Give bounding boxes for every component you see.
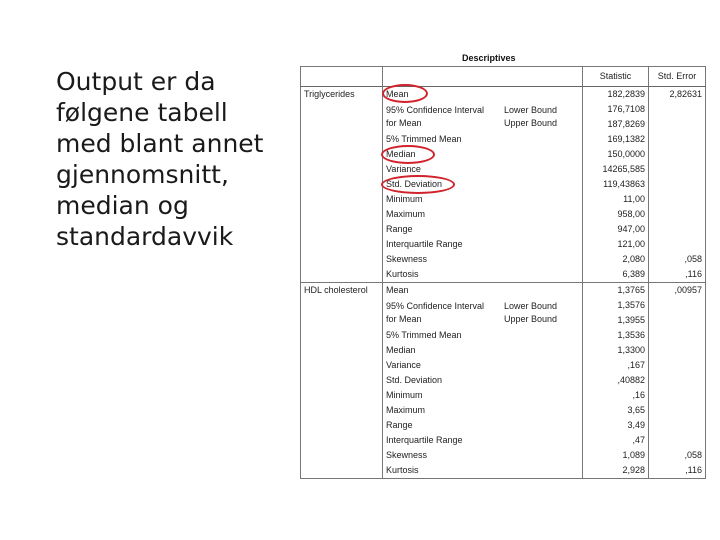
std-error-value (649, 418, 706, 433)
table-row (301, 463, 706, 479)
bound-label (501, 328, 583, 343)
bound-label (501, 207, 583, 222)
std-error-value (649, 117, 706, 132)
bound-label (501, 418, 583, 433)
statistic-label: Median (386, 149, 416, 159)
bound-label (501, 283, 583, 299)
table-row (301, 237, 706, 252)
bound-label: Upper Bound (504, 118, 558, 128)
bound-label (501, 343, 583, 358)
bound-label (501, 373, 583, 388)
std-error-value (649, 237, 706, 252)
slide-text-line: med blant annet (56, 129, 264, 158)
statistic-value: 150,0000 (583, 147, 649, 162)
variable-empty-cell (301, 252, 383, 267)
statistic-value: 169,1382 (583, 132, 649, 147)
statistic-value: 1,3955 (583, 313, 649, 328)
bound-label: Lower Bound (504, 105, 558, 115)
std-error-value: ,116 (649, 463, 706, 479)
statistic-value: ,167 (583, 358, 649, 373)
statistic-label: for Mean (386, 118, 422, 128)
variable-empty-cell (301, 132, 383, 147)
table-row (301, 267, 706, 283)
table-row (301, 177, 706, 192)
bound-label (501, 222, 583, 237)
statistic-value: 2,080 (583, 252, 649, 267)
bound-label (501, 267, 583, 283)
statistic-value: 1,3300 (583, 343, 649, 358)
statistic-value: 187,8269 (583, 117, 649, 132)
table-row (301, 162, 706, 177)
std-error-value (649, 207, 706, 222)
bound-label: Lower Bound (504, 301, 558, 311)
variable-empty-cell (301, 313, 383, 328)
table-row (301, 433, 706, 448)
variable-empty-cell (301, 267, 383, 283)
table-row (301, 403, 706, 418)
bound-label (501, 237, 583, 252)
table-row (301, 373, 706, 388)
std-error-value: 2,82631 (649, 87, 706, 103)
statistic-value: 958,00 (583, 207, 649, 222)
statistic-value: 947,00 (583, 222, 649, 237)
slide-text-line: standardavvik (56, 222, 234, 251)
statistic-label: Minimum (386, 390, 423, 400)
table-row (301, 207, 706, 222)
slide-text-line: Output er da (56, 67, 216, 96)
std-error-value: ,058 (649, 252, 706, 267)
std-error-value (649, 222, 706, 237)
statistic-label: Minimum (386, 194, 423, 204)
table-row (301, 117, 706, 132)
header-empty-cell (301, 67, 383, 87)
std-error-value (649, 177, 706, 192)
bound-label (501, 448, 583, 463)
variable-empty-cell (301, 403, 383, 418)
variable-empty-cell (301, 343, 383, 358)
variable-empty-cell (301, 207, 383, 222)
statistic-value: 121,00 (583, 237, 649, 252)
statistic-label: Range (386, 420, 413, 430)
std-error-value (649, 403, 706, 418)
statistic-value: 2,928 (583, 463, 649, 479)
table-row (301, 358, 706, 373)
bound-label (501, 147, 583, 162)
std-error-value: ,116 (649, 267, 706, 283)
slide-text-line: gjennomsnitt, (56, 160, 229, 189)
slide-text-line: median og (56, 191, 189, 220)
variable-empty-cell (301, 418, 383, 433)
table-row (301, 87, 706, 103)
statistic-value: 1,3536 (583, 328, 649, 343)
table-row (301, 252, 706, 267)
statistic-value: ,40882 (583, 373, 649, 388)
header-statistic: Statistic (583, 67, 649, 87)
statistic-label: Mean (383, 283, 502, 299)
statistic-value: 182,2839 (583, 87, 649, 103)
std-error-value (649, 358, 706, 373)
statistic-label: Maximum (386, 209, 426, 219)
statistic-value: 176,7108 (583, 102, 649, 117)
variable-empty-cell (301, 388, 383, 403)
variable-empty-cell (301, 147, 383, 162)
statistic-value: 3,49 (583, 418, 649, 433)
table-row (301, 313, 706, 328)
table-row (301, 192, 706, 207)
table-row (301, 343, 706, 358)
variable-name: Triglycerides (301, 87, 383, 103)
bound-label (501, 132, 583, 147)
table-row (301, 222, 706, 237)
std-error-value (649, 147, 706, 162)
bound-label (501, 162, 583, 177)
variable-empty-cell (301, 102, 383, 117)
table-row (301, 298, 706, 313)
bound-label (501, 177, 583, 192)
statistic-label: Skewness (386, 450, 428, 460)
slide-text-line: følgene tabell (56, 98, 228, 127)
variable-empty-cell (301, 222, 383, 237)
table-header-row (301, 67, 706, 87)
table-row (301, 418, 706, 433)
statistic-label: Interquartile Range (386, 435, 463, 445)
statistic-value: 11,00 (583, 192, 649, 207)
bound-label (501, 403, 583, 418)
statistic-label: Std. Deviation (386, 179, 443, 189)
std-error-value (649, 328, 706, 343)
statistic-label: Mean (383, 87, 502, 103)
bound-label (501, 192, 583, 207)
bound-label (501, 433, 583, 448)
statistic-value: 1,089 (583, 448, 649, 463)
statistic-value: 14265,585 (583, 162, 649, 177)
std-error-value (649, 192, 706, 207)
statistic-label: Std. Deviation (386, 375, 443, 385)
header-empty-cell (501, 67, 583, 87)
bound-label (501, 358, 583, 373)
std-error-value (649, 132, 706, 147)
bound-label (501, 252, 583, 267)
statistic-label: Kurtosis (386, 465, 419, 475)
variable-empty-cell (301, 117, 383, 132)
table-title: Descriptives (462, 53, 516, 63)
slide-body-text (56, 66, 296, 252)
std-error-value (649, 433, 706, 448)
table-row (301, 448, 706, 463)
variable-empty-cell (301, 328, 383, 343)
statistic-value: 1,3576 (583, 298, 649, 313)
statistic-label: 5% Trimmed Mean (386, 134, 462, 144)
table-row (301, 147, 706, 162)
statistic-label: Interquartile Range (386, 239, 463, 249)
bound-label (501, 388, 583, 403)
table-row (301, 132, 706, 147)
bound-label: Upper Bound (504, 314, 558, 324)
descriptives-table (300, 66, 706, 479)
table-row (301, 328, 706, 343)
statistic-value: 6,389 (583, 267, 649, 283)
table-row (301, 102, 706, 117)
std-error-value: ,058 (649, 448, 706, 463)
variable-empty-cell (301, 358, 383, 373)
statistic-value: ,16 (583, 388, 649, 403)
statistic-label: 95% Confidence Interval (386, 301, 485, 311)
statistic-label: Variance (386, 360, 421, 370)
statistic-label: Maximum (386, 405, 426, 415)
bound-label (501, 87, 583, 103)
variable-empty-cell (301, 162, 383, 177)
statistic-value: 3,65 (583, 403, 649, 418)
statistic-label: Median (386, 345, 416, 355)
variable-empty-cell (301, 373, 383, 388)
statistic-value: 1,3765 (583, 283, 649, 299)
statistic-label: Variance (386, 164, 421, 174)
variable-empty-cell (301, 192, 383, 207)
header-empty-cell (383, 67, 502, 87)
statistic-label: Skewness (386, 254, 428, 264)
table-row (301, 283, 706, 299)
variable-empty-cell (301, 463, 383, 479)
statistic-label: 5% Trimmed Mean (386, 330, 462, 340)
variable-empty-cell (301, 448, 383, 463)
statistic-label: 95% Confidence Interval (386, 105, 485, 115)
variable-empty-cell (301, 433, 383, 448)
statistic-label: Range (386, 224, 413, 234)
std-error-value (649, 388, 706, 403)
table-body (301, 87, 706, 479)
std-error-value: ,00957 (649, 283, 706, 299)
statistic-label: for Mean (386, 314, 422, 324)
table-row (301, 388, 706, 403)
variable-empty-cell (301, 298, 383, 313)
std-error-value (649, 313, 706, 328)
std-error-value (649, 162, 706, 177)
statistic-label: Kurtosis (386, 269, 419, 279)
statistic-value: ,47 (583, 433, 649, 448)
std-error-value (649, 298, 706, 313)
variable-name: HDL cholesterol (301, 283, 383, 299)
bound-label (501, 463, 583, 479)
std-error-value (649, 343, 706, 358)
header-std-error: Std. Error (649, 67, 706, 87)
variable-empty-cell (301, 177, 383, 192)
std-error-value (649, 102, 706, 117)
std-error-value (649, 373, 706, 388)
statistic-value: 119,43863 (583, 177, 649, 192)
variable-empty-cell (301, 237, 383, 252)
